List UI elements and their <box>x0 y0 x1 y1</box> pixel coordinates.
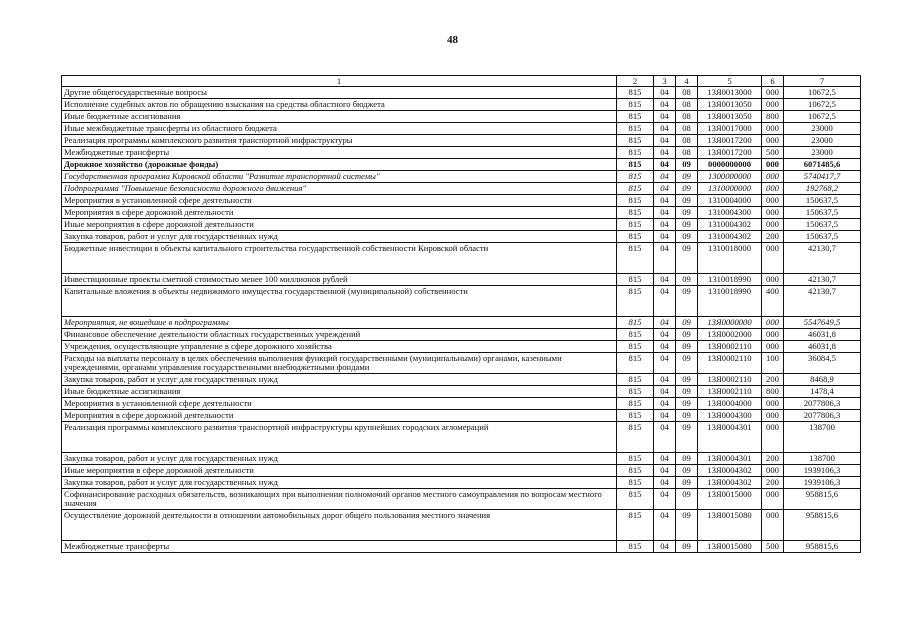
section-code: 04 <box>654 87 676 99</box>
table-row <box>62 286 861 317</box>
expense-type-code: 000 <box>762 465 784 477</box>
department-code: 815 <box>617 274 654 286</box>
amount-value: 150637,5 <box>784 219 861 231</box>
subsection-code: 09 <box>676 353 698 374</box>
target-article-code: 1310018990 <box>698 286 762 317</box>
department-code: 815 <box>617 159 654 171</box>
amount-value: 958815,6 <box>784 489 861 510</box>
section-code: 04 <box>654 453 676 465</box>
section-code: 04 <box>654 374 676 386</box>
target-article-code: 13Я0013000 <box>698 87 762 99</box>
section-code: 04 <box>654 111 676 123</box>
budget-item-name: Закупка товаров, работ и услуг для государственных нужд <box>62 477 617 489</box>
budget-item-name: Финансовое обеспечение деятельности областных государственных учреждений <box>62 329 617 341</box>
column-header: 6 <box>762 76 784 87</box>
subsection-code: 08 <box>676 99 698 111</box>
target-article-code: 13Я0000000 <box>698 317 762 329</box>
amount-value: 1939106,3 <box>784 465 861 477</box>
budget-item-name: Закупка товаров, работ и услуг для государственных нужд <box>62 374 617 386</box>
subsection-code: 09 <box>676 317 698 329</box>
amount-value: 36084,5 <box>784 353 861 374</box>
budget-item-name: Софинансирование расходных обязательств, возникающих при выполнении полномочий органов местного самоуправления по вопросам местного значения <box>62 489 617 510</box>
amount-value: 192768,2 <box>784 183 861 195</box>
section-code: 04 <box>654 541 676 553</box>
column-header: 5 <box>698 76 762 87</box>
table-row <box>62 111 861 123</box>
expense-type-code: 000 <box>762 99 784 111</box>
amount-value: 23000 <box>784 123 861 135</box>
budget-item-name: Реализация программы комплексного развития транспортной инфраструктуры <box>62 135 617 147</box>
target-article-code: 1310004000 <box>698 195 762 207</box>
amount-value: 46031,8 <box>784 329 861 341</box>
budget-item-name: Иные мероприятия в сфере дорожной деятельности <box>62 219 617 231</box>
table-row <box>62 410 861 422</box>
budget-item-name: Расходы на выплаты персоналу в целях обеспечения выполнения функций государственными (муниципальными) органами, казенными учреждениями, органами управления государственными внебюджетными фондами <box>62 353 617 374</box>
section-code: 04 <box>654 123 676 135</box>
expense-type-code: 000 <box>762 410 784 422</box>
department-code: 815 <box>617 510 654 541</box>
subsection-code: 08 <box>676 135 698 147</box>
section-code: 04 <box>654 477 676 489</box>
section-code: 04 <box>654 147 676 159</box>
column-header: 2 <box>617 76 654 87</box>
target-article-code: 13Я0015080 <box>698 541 762 553</box>
target-article-code: 1310000000 <box>698 183 762 195</box>
section-code: 04 <box>654 398 676 410</box>
department-code: 815 <box>617 329 654 341</box>
subsection-code: 09 <box>676 207 698 219</box>
subsection-code: 09 <box>676 410 698 422</box>
column-header: 7 <box>784 76 861 87</box>
budget-item-name: Иные бюджетные ассигнования <box>62 111 617 123</box>
budget-item-name: Дорожное хозяйство (дорожные фонды) <box>62 159 617 171</box>
target-article-code: 13Я0017200 <box>698 135 762 147</box>
target-article-code: 13Я0004302 <box>698 477 762 489</box>
amount-value: 10672,5 <box>784 99 861 111</box>
section-code: 04 <box>654 341 676 353</box>
table-row <box>62 422 861 453</box>
budget-item-name: Иные межбюджетные трансферты из областного бюджета <box>62 123 617 135</box>
department-code: 815 <box>617 135 654 147</box>
target-article-code: 13Я0002110 <box>698 341 762 353</box>
department-code: 815 <box>617 353 654 374</box>
amount-value: 5740417,7 <box>784 171 861 183</box>
subsection-code: 09 <box>676 183 698 195</box>
table-row <box>62 453 861 465</box>
section-code: 04 <box>654 317 676 329</box>
subsection-code: 09 <box>676 159 698 171</box>
section-code: 04 <box>654 422 676 453</box>
department-code: 815 <box>617 422 654 453</box>
table-row <box>62 219 861 231</box>
budget-item-name: Капитальные вложения в объекты недвижимого имущества государственной (муниципальной) собственности <box>62 286 617 317</box>
section-code: 04 <box>654 353 676 374</box>
amount-value: 23000 <box>784 135 861 147</box>
section-code: 04 <box>654 135 676 147</box>
department-code: 815 <box>617 171 654 183</box>
budget-item-name: Осуществление дорожной деятельности в отношении автомобильных дорог общего пользования местного значения <box>62 510 617 541</box>
expense-type-code: 400 <box>762 286 784 317</box>
expense-type-code: 500 <box>762 147 784 159</box>
subsection-code: 09 <box>676 341 698 353</box>
target-article-code: 13Я0017200 <box>698 147 762 159</box>
table-row <box>62 243 861 274</box>
department-code: 815 <box>617 243 654 274</box>
target-article-code: 1310004302 <box>698 231 762 243</box>
section-code: 04 <box>654 410 676 422</box>
section-code: 04 <box>654 231 676 243</box>
section-code: 04 <box>654 465 676 477</box>
amount-value: 42130,7 <box>784 243 861 274</box>
amount-value: 8468,9 <box>784 374 861 386</box>
department-code: 815 <box>617 386 654 398</box>
budget-item-name: Мероприятия в сфере дорожной деятельности <box>62 207 617 219</box>
subsection-code: 09 <box>676 453 698 465</box>
target-article-code: 13Я0004302 <box>698 465 762 477</box>
department-code: 815 <box>617 489 654 510</box>
subsection-code: 08 <box>676 111 698 123</box>
expense-type-code: 000 <box>762 398 784 410</box>
expense-type-code: 000 <box>762 135 784 147</box>
target-article-code: 1310018000 <box>698 243 762 274</box>
department-code: 815 <box>617 465 654 477</box>
subsection-code: 09 <box>676 171 698 183</box>
table-row <box>62 195 861 207</box>
department-code: 815 <box>617 99 654 111</box>
section-code: 04 <box>654 159 676 171</box>
subsection-code: 09 <box>676 243 698 274</box>
subsection-code: 09 <box>676 231 698 243</box>
expense-type-code: 200 <box>762 374 784 386</box>
section-code: 04 <box>654 195 676 207</box>
budget-item-name: Мероприятия, не вошедшие в подпрограммы <box>62 317 617 329</box>
department-code: 815 <box>617 286 654 317</box>
target-article-code: 13Я0002110 <box>698 386 762 398</box>
expense-type-code: 100 <box>762 353 784 374</box>
section-code: 04 <box>654 243 676 274</box>
department-code: 815 <box>617 147 654 159</box>
budget-item-name: Подпрограмма "Повышение безопасности дорожного движения" <box>62 183 617 195</box>
department-code: 815 <box>617 374 654 386</box>
section-code: 04 <box>654 99 676 111</box>
expense-type-code: 200 <box>762 477 784 489</box>
department-code: 815 <box>617 231 654 243</box>
table-row <box>62 398 861 410</box>
department-code: 815 <box>617 410 654 422</box>
table-row <box>62 510 861 541</box>
budget-item-name: Мероприятия в установленной сфере деятельности <box>62 195 617 207</box>
subsection-code: 09 <box>676 329 698 341</box>
budget-item-name: Мероприятия в установленной сфере деятельности <box>62 398 617 410</box>
expense-type-code: 000 <box>762 510 784 541</box>
budget-item-name: Исполнение судебных актов по обращению взыскания на средства областного бюджета <box>62 99 617 111</box>
subsection-code: 09 <box>676 195 698 207</box>
budget-item-name: Межбюджетные трансферты <box>62 541 617 553</box>
table-row <box>62 207 861 219</box>
target-article-code: 13Я0002000 <box>698 329 762 341</box>
expense-type-code: 000 <box>762 274 784 286</box>
budget-item-name: Иные бюджетные ассигнования <box>62 386 617 398</box>
budget-item-name: Межбюджетные трансферты <box>62 147 617 159</box>
target-article-code: 13Я0004000 <box>698 398 762 410</box>
expense-type-code: 000 <box>762 341 784 353</box>
expense-type-code: 000 <box>762 159 784 171</box>
department-code: 815 <box>617 123 654 135</box>
budget-item-name: Учреждения, осуществляющие управление в сфере дорожного хозяйства <box>62 341 617 353</box>
subsection-code: 09 <box>676 374 698 386</box>
subsection-code: 09 <box>676 510 698 541</box>
budget-item-name: Закупка товаров, работ и услуг для государственных нужд <box>62 231 617 243</box>
amount-value: 1939106,3 <box>784 477 861 489</box>
amount-value: 150637,5 <box>784 231 861 243</box>
budget-item-name: Мероприятия в сфере дорожной деятельности <box>62 410 617 422</box>
budget-item-name: Реализация программы комплексного развития транспортной инфраструктуры крупнейших городских агломераций <box>62 422 617 453</box>
amount-value: 23000 <box>784 147 861 159</box>
table-row <box>62 353 861 374</box>
department-code: 815 <box>617 398 654 410</box>
target-article-code: 13Я0004301 <box>698 422 762 453</box>
expense-type-code: 000 <box>762 317 784 329</box>
budget-item-name: Инвестиционные проекты сметной стоимостью менее 100 миллионов рублей <box>62 274 617 286</box>
department-code: 815 <box>617 195 654 207</box>
target-article-code: 13Я0015000 <box>698 489 762 510</box>
subsection-code: 09 <box>676 489 698 510</box>
subsection-code: 09 <box>676 422 698 453</box>
subsection-code: 08 <box>676 87 698 99</box>
department-code: 815 <box>617 541 654 553</box>
section-code: 04 <box>654 219 676 231</box>
table-row <box>62 123 861 135</box>
table-row <box>62 99 861 111</box>
department-code: 815 <box>617 453 654 465</box>
target-article-code: 13Я0004300 <box>698 410 762 422</box>
subsection-code: 09 <box>676 286 698 317</box>
target-article-code: 13Я0004301 <box>698 453 762 465</box>
target-article-code: 13Я0002110 <box>698 374 762 386</box>
department-code: 815 <box>617 111 654 123</box>
column-header: 4 <box>676 76 698 87</box>
budget-item-name: Другие общегосударственные вопросы <box>62 87 617 99</box>
amount-value: 1478,4 <box>784 386 861 398</box>
subsection-code: 09 <box>676 541 698 553</box>
budget-item-name: Бюджетные инвестиции в объекты капитального строительства государственной собственности Кировской области <box>62 243 617 274</box>
table-row <box>62 386 861 398</box>
amount-value: 10672,5 <box>784 111 861 123</box>
table-row <box>62 317 861 329</box>
department-code: 815 <box>617 87 654 99</box>
column-header: 1 <box>62 76 617 87</box>
subsection-code: 09 <box>676 477 698 489</box>
subsection-code: 09 <box>676 398 698 410</box>
table-row <box>62 87 861 99</box>
target-article-code: 13Я0017000 <box>698 123 762 135</box>
expense-type-code: 000 <box>762 207 784 219</box>
expense-type-code: 000 <box>762 87 784 99</box>
expense-type-code: 800 <box>762 111 784 123</box>
section-code: 04 <box>654 207 676 219</box>
target-article-code: 13Я0013050 <box>698 99 762 111</box>
target-article-code: 13Я0013050 <box>698 111 762 123</box>
budget-item-name: Закупка товаров, работ и услуг для государственных нужд <box>62 453 617 465</box>
expense-type-code: 800 <box>762 386 784 398</box>
subsection-code: 08 <box>676 147 698 159</box>
amount-value: 10672,5 <box>784 87 861 99</box>
table-row <box>62 465 861 477</box>
amount-value: 46031,8 <box>784 341 861 353</box>
expense-type-code: 000 <box>762 489 784 510</box>
amount-value: 150637,5 <box>784 207 861 219</box>
page-number: 48 <box>447 34 458 46</box>
table-row <box>62 135 861 147</box>
amount-value: 138700 <box>784 453 861 465</box>
table-row <box>62 341 861 353</box>
target-article-code: 13Я0002110 <box>698 353 762 374</box>
department-code: 815 <box>617 341 654 353</box>
section-code: 04 <box>654 183 676 195</box>
amount-value: 2077806,3 <box>784 398 861 410</box>
table-row <box>62 374 861 386</box>
expense-type-code: 200 <box>762 231 784 243</box>
table-row <box>62 329 861 341</box>
expense-type-code: 000 <box>762 219 784 231</box>
table-row <box>62 477 861 489</box>
expense-type-code: 000 <box>762 195 784 207</box>
subsection-code: 09 <box>676 274 698 286</box>
table-row <box>62 147 861 159</box>
amount-value: 138700 <box>784 422 861 453</box>
section-code: 04 <box>654 510 676 541</box>
department-code: 815 <box>617 317 654 329</box>
amount-value: 6071485,6 <box>784 159 861 171</box>
expense-type-code: 000 <box>762 123 784 135</box>
budget-item-name: Иные мероприятия в сфере дорожной деятельности <box>62 465 617 477</box>
table-row <box>62 171 861 183</box>
amount-value: 958815,6 <box>784 510 861 541</box>
department-code: 815 <box>617 219 654 231</box>
amount-value: 5547649,5 <box>784 317 861 329</box>
amount-value: 2077806,3 <box>784 410 861 422</box>
section-code: 04 <box>654 286 676 317</box>
table-row <box>62 541 861 553</box>
expense-type-code: 500 <box>762 541 784 553</box>
table-header-row <box>62 76 861 87</box>
table-row <box>62 489 861 510</box>
section-code: 04 <box>654 386 676 398</box>
target-article-code: 1310018990 <box>698 274 762 286</box>
expense-type-code: 000 <box>762 243 784 274</box>
subsection-code: 09 <box>676 386 698 398</box>
expense-type-code: 000 <box>762 329 784 341</box>
amount-value: 150637,5 <box>784 195 861 207</box>
section-code: 04 <box>654 489 676 510</box>
budget-item-name: Государственная программа Кировской области "Развитие транспортной системы" <box>62 171 617 183</box>
subsection-code: 09 <box>676 465 698 477</box>
column-header: 3 <box>654 76 676 87</box>
section-code: 04 <box>654 171 676 183</box>
amount-value: 958815,6 <box>784 541 861 553</box>
target-article-code: 1300000000 <box>698 171 762 183</box>
subsection-code: 09 <box>676 219 698 231</box>
department-code: 815 <box>617 183 654 195</box>
table-row <box>62 274 861 286</box>
table-row <box>62 183 861 195</box>
amount-value: 42130,7 <box>784 286 861 317</box>
section-code: 04 <box>654 274 676 286</box>
department-code: 815 <box>617 477 654 489</box>
section-code: 04 <box>654 329 676 341</box>
target-article-code: 0000000000 <box>698 159 762 171</box>
amount-value: 42130,7 <box>784 274 861 286</box>
table-row <box>62 231 861 243</box>
budget-table <box>61 75 861 553</box>
target-article-code: 1310004300 <box>698 207 762 219</box>
expense-type-code: 000 <box>762 183 784 195</box>
target-article-code: 1310004302 <box>698 219 762 231</box>
expense-type-code: 200 <box>762 453 784 465</box>
table-row <box>62 159 861 171</box>
department-code: 815 <box>617 207 654 219</box>
target-article-code: 13Я0015080 <box>698 510 762 541</box>
subsection-code: 08 <box>676 123 698 135</box>
expense-type-code: 000 <box>762 422 784 453</box>
expense-type-code: 000 <box>762 171 784 183</box>
